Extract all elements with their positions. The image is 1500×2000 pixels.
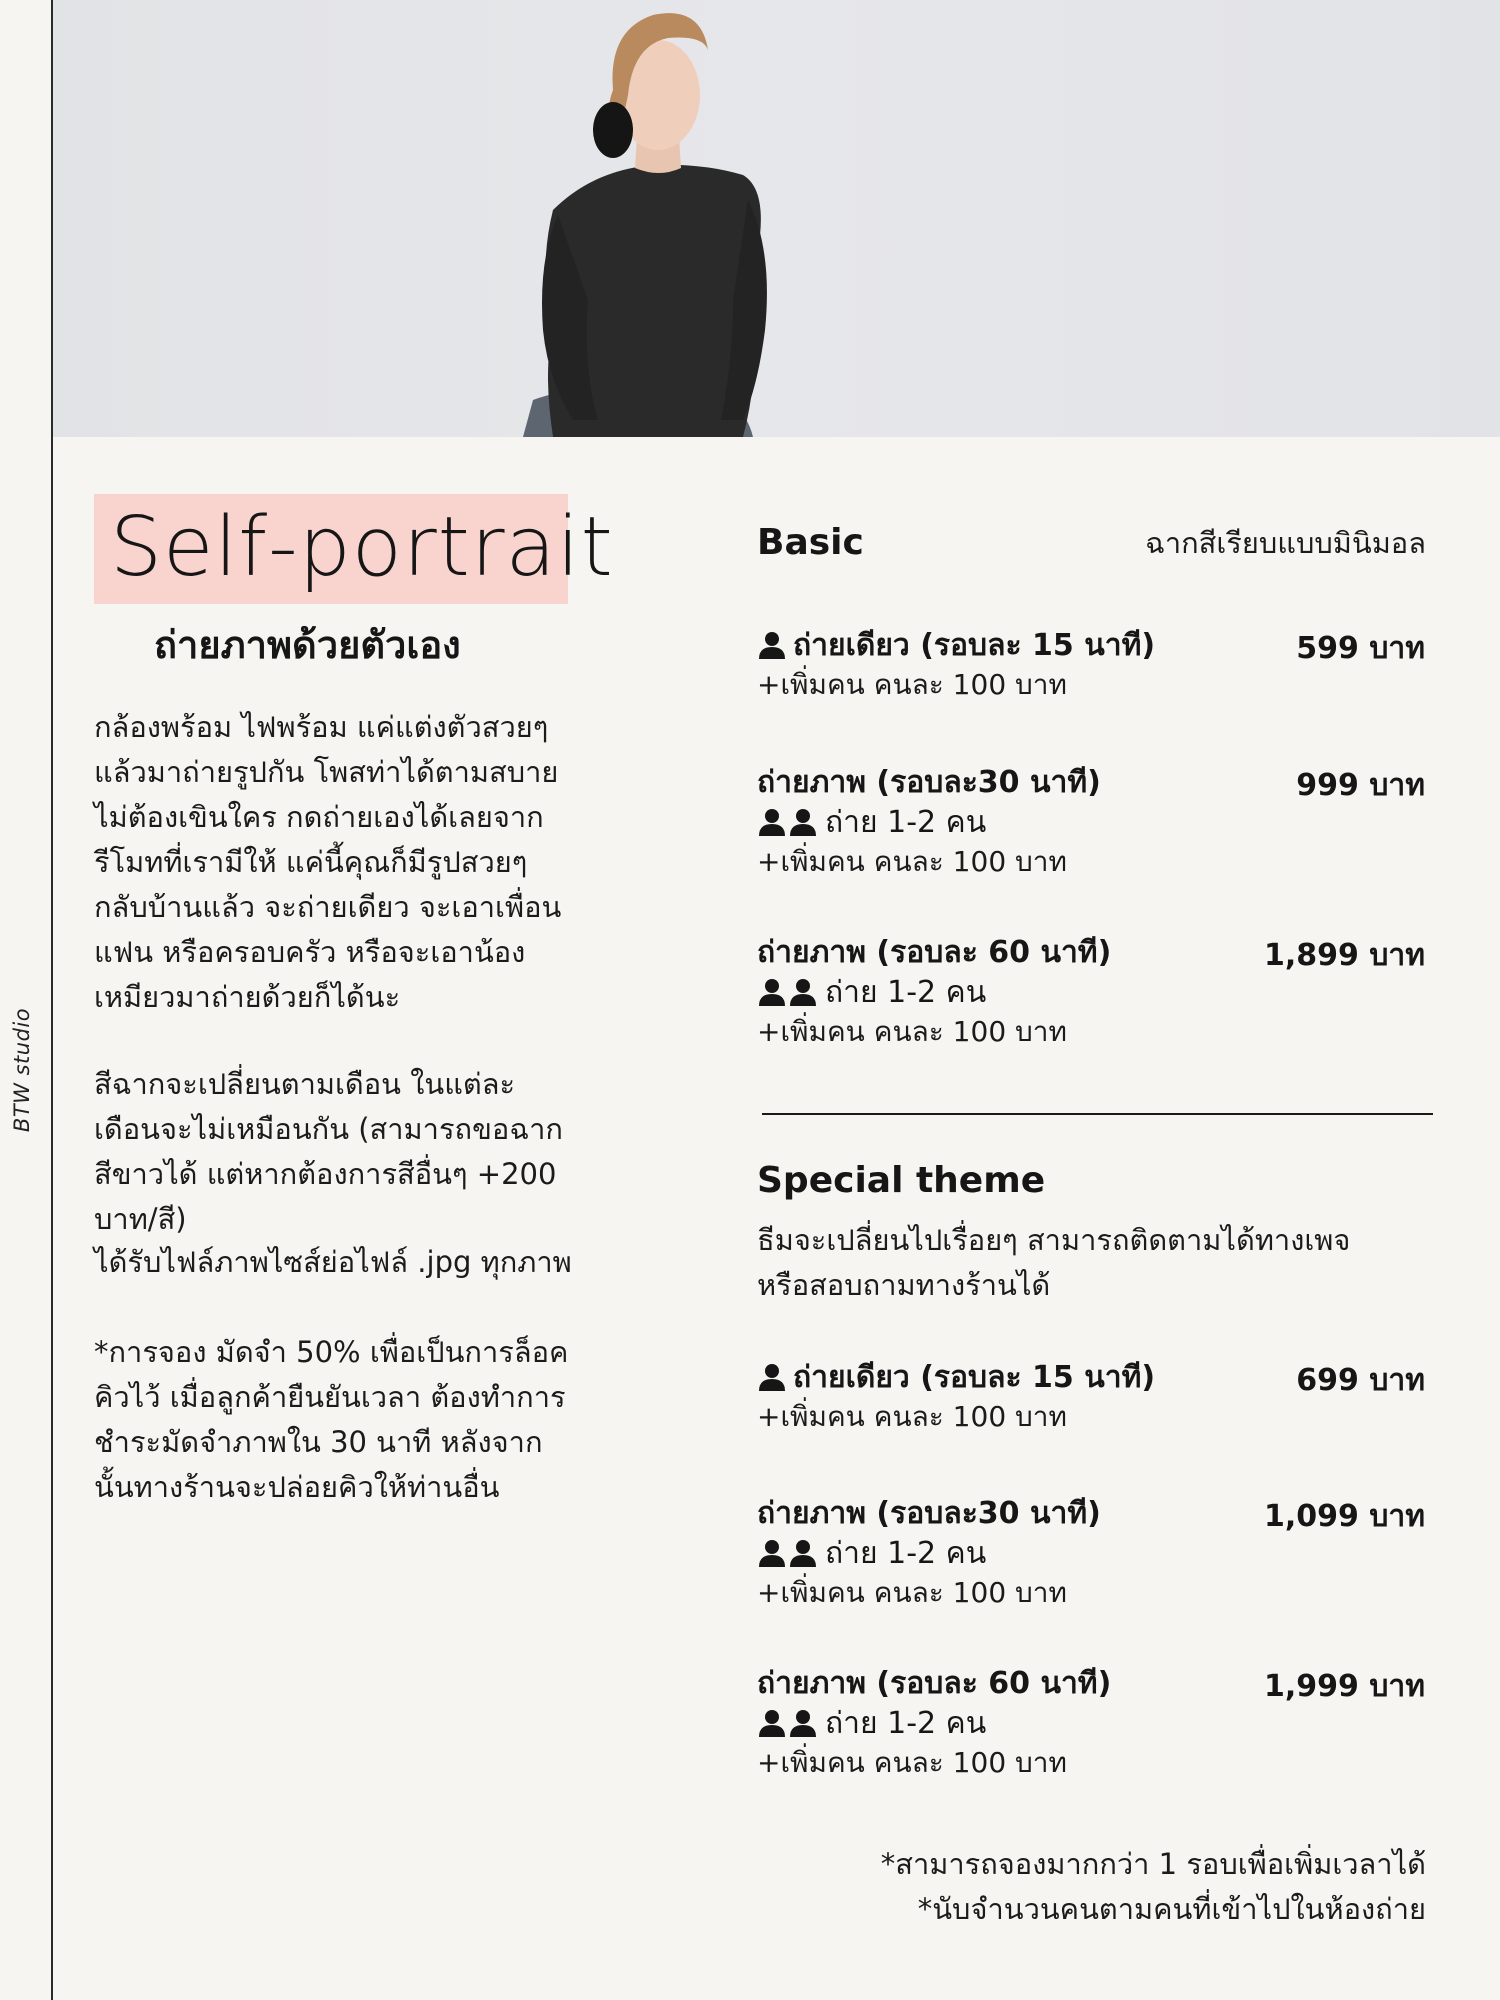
package-basic-solo xyxy=(757,625,1425,705)
hero-photo xyxy=(53,0,1500,437)
description-paragraph-3: ได้รับไฟล์ภาพไซส์ย่อไฟล์ .jpg ทุกภาพ xyxy=(94,1245,572,1279)
package-extra: +เพิ่มคน คนละ 100 บาท xyxy=(757,1015,1067,1048)
person-icon xyxy=(757,630,787,660)
package-extra: +เพิ่มคน คนละ 100 บาท xyxy=(757,845,1067,878)
package-name: ถ่ายเดียว (รอบละ 15 นาที) xyxy=(793,627,1156,663)
page-title: Self-portrait xyxy=(110,500,614,595)
package-people: ถ่าย 1-2 คน xyxy=(825,1535,987,1571)
package-price: 999 บาท xyxy=(1296,768,1425,803)
two-people-icon xyxy=(757,1708,819,1738)
package-name: ถ่ายเดียว (รอบละ 15 นาที) xyxy=(793,1359,1156,1395)
package-special-30min xyxy=(757,1493,1425,1613)
footnote-head-count: *นับจำนวนคนตามคนที่เข้าไปในห้องถ่าย xyxy=(917,1892,1426,1926)
basic-section-title: Basic xyxy=(757,522,864,563)
basic-section-note: ฉากสีเรียบแบบมินิมอล xyxy=(1145,526,1426,560)
package-extra: +เพิ่มคน คนละ 100 บาท xyxy=(757,1400,1067,1433)
package-extra: +เพิ่มคน คนละ 100 บาท xyxy=(757,668,1067,701)
package-name: ถ่ายภาพ (รอบละ30 นาที) xyxy=(757,764,1101,800)
section-divider xyxy=(762,1113,1433,1115)
two-people-icon xyxy=(757,807,819,837)
studio-side-label: BTW studio xyxy=(10,1007,34,1133)
package-basic-60min xyxy=(757,932,1425,1052)
page-subtitle: ถ่ายภาพด้วยตัวเอง xyxy=(154,623,461,667)
package-price: 1,899 บาท xyxy=(1263,938,1425,973)
booking-deposit-note: *การจอง มัดจำ 50% เพื่อเป็นการล็อคคิวไว้ เมื่อลูกค้ายืนยันเวลา ต้องทำการชำระมัดจำภาพใน 30 นาที หลังจากนั้นทางร้านจะปล่อยคิวให้ท่านอื่น xyxy=(94,1335,569,1504)
description-paragraph-1: กล้องพร้อม ไฟพร้อม แค่แต่งตัวสวยๆ แล้วมาถ่ายรูปกัน โพสท่าได้ตามสบายไม่ต้องเขินใคร กดถ่ายเองได้เลยจากรีโมทที่เรามีให้ แค่นี้คุณก็มีรูปสวยๆกลับบ้านแล้ว จะถ่ายเดียว จะเอาเพื่อน แฟน หรือครอบครัว หรือจะเอาน้องเหมียวมาถ่ายด้วยก็ได้นะ xyxy=(94,710,562,1014)
package-special-60min xyxy=(757,1663,1425,1783)
package-price: 599 บาท xyxy=(1296,631,1425,666)
package-people: ถ่าย 1-2 คน xyxy=(825,1705,987,1741)
package-people: ถ่าย 1-2 คน xyxy=(825,804,987,840)
package-extra: +เพิ่มคน คนละ 100 บาท xyxy=(757,1746,1067,1779)
package-name: ถ่ายภาพ (รอบละ 60 นาที) xyxy=(757,934,1112,970)
package-extra: +เพิ่มคน คนละ 100 บาท xyxy=(757,1576,1067,1609)
footnotes xyxy=(881,1842,1426,1932)
package-people: ถ่าย 1-2 คน xyxy=(825,974,987,1010)
package-price: 1,999 บาท xyxy=(1263,1669,1425,1704)
person-icon xyxy=(757,1362,787,1392)
side-rule xyxy=(51,0,53,2000)
package-price: 699 บาท xyxy=(1296,1363,1425,1398)
package-basic-30min xyxy=(757,762,1425,882)
package-special-solo xyxy=(757,1357,1425,1437)
two-people-icon xyxy=(757,977,819,1007)
two-people-icon xyxy=(757,1538,819,1568)
package-name: ถ่ายภาพ (รอบละ30 นาที) xyxy=(757,1495,1101,1531)
footnote-extra-rounds: *สามารถจองมากกว่า 1 รอบเพื่อเพิ่มเวลาได้ xyxy=(880,1847,1426,1881)
description-paragraph-2: สีฉากจะเปลี่ยนตามเดือน ในแต่ละเดือนจะไม่เหมือนกัน (สามารถขอฉากสีขาวได้ แต่หากต้องการสีอื่นๆ +200 บาท/สี) xyxy=(94,1067,563,1236)
special-section-title: Special theme xyxy=(757,1160,1046,1201)
special-section-note: ธีมจะเปลี่ยนไปเรื่อยๆ สามารถติดตามได้ทางเพจหรือสอบถามทางร้านได้ xyxy=(757,1223,1351,1302)
package-price: 1,099 บาท xyxy=(1263,1499,1425,1534)
package-name: ถ่ายภาพ (รอบละ 60 นาที) xyxy=(757,1665,1112,1701)
portrait-photo-icon xyxy=(53,0,1500,437)
